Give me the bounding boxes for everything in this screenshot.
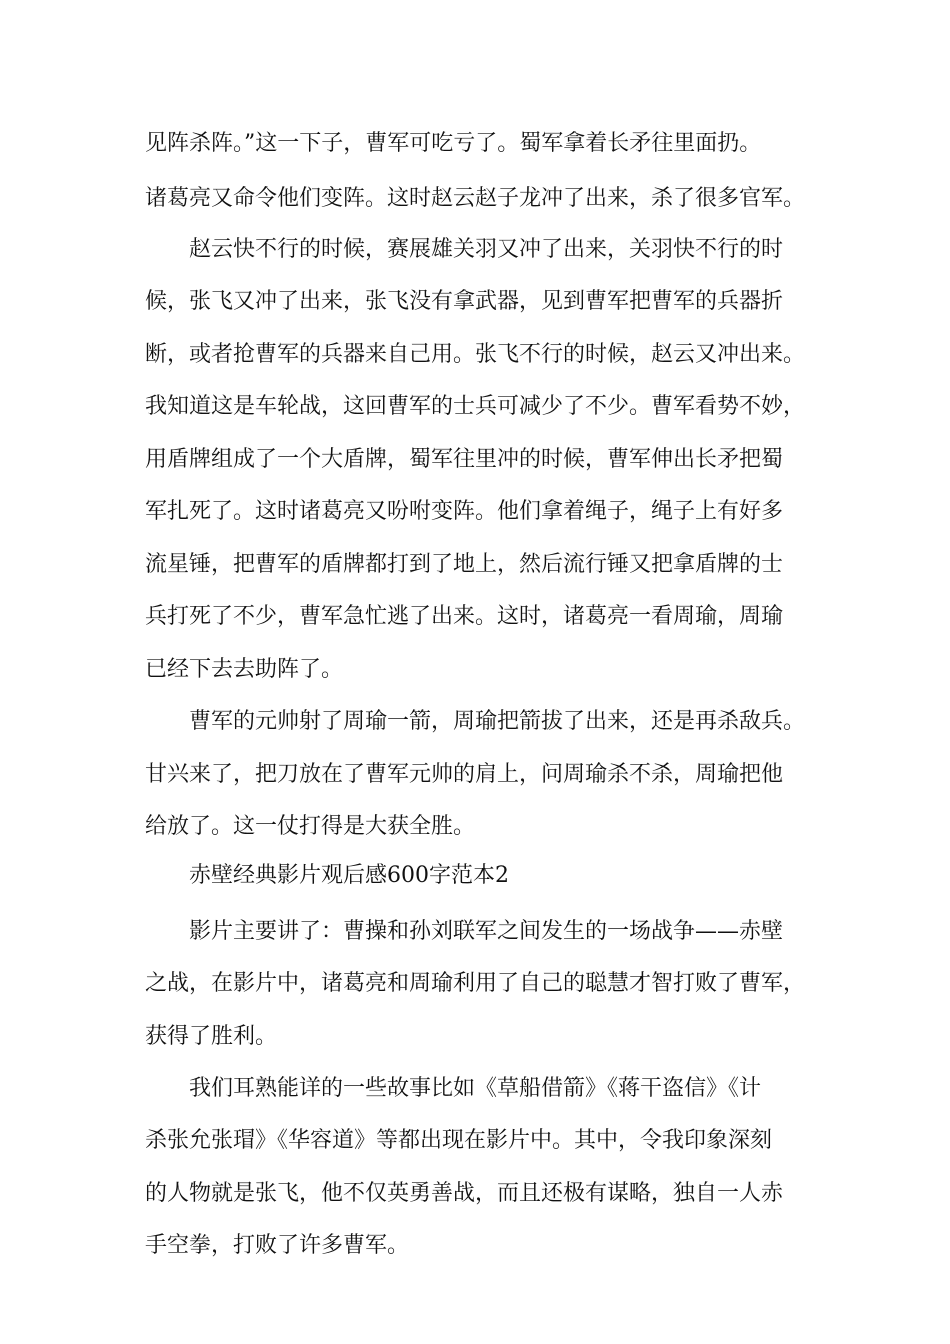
text-line: 候，张飞又冲了出来，张飞没有拿武器，见到曹军把曹军的兵器折 xyxy=(145,289,784,314)
text-line: 流星锤，把曹军的盾牌都打到了地上，然后流行锤又把拿盾牌的士 xyxy=(145,552,784,577)
text-line: 的人物就是张飞，他不仅英勇善战，而且还极有谋略，独自一人赤 xyxy=(145,1181,784,1206)
text-line: 用盾牌组成了一个大盾牌，蜀军往里冲的时候，曹军伸出长矛把蜀 xyxy=(145,447,784,472)
text-line: 杀张允张瑁》《华容道》等都出现在影片中。其中，令我印象深刻 xyxy=(145,1128,773,1153)
text-line: 我知道这是车轮战，这回曹军的士兵可减少了不少。曹军看势不妙， xyxy=(145,394,806,419)
text-line: 兵打死了不少，曹军急忙逃了出来。这时，诸葛亮一看周瑜，周瑜 xyxy=(145,604,784,629)
paragraph-first-line: 赵云快不行的时候，赛展雄关羽又冲了出来，关羽快不行的时 xyxy=(189,237,784,262)
text-line: 军扎死了。这时诸葛亮又吩咐变阵。他们拿着绳子，绳子上有好多 xyxy=(145,499,784,524)
text-line: 诸葛亮又命令他们变阵。这时赵云赵子龙冲了出来，杀了很多官军。 xyxy=(145,186,806,211)
paragraph-first-line: 我们耳熟能详的一些故事比如《草船借箭》《蒋干盗信》《计 xyxy=(189,1076,762,1101)
text-line: 见阵杀阵。”这一下子，曹军可吃亏了。蜀军拿着长矛往里面扔。 xyxy=(145,131,762,156)
text-line: 甘兴来了，把刀放在了曹军元帅的肩上，问周瑜杀不杀，周瑜把他 xyxy=(145,762,784,787)
text-line: 已经下去去助阵了。 xyxy=(145,657,344,682)
paragraph-first-line: 曹军的元帅射了周瑜一箭，周瑜把箭拔了出来，还是再杀敌兵。 xyxy=(189,709,806,734)
text-line: 之战，在影片中，诸葛亮和周瑜利用了自己的聪慧才智打败了曹军， xyxy=(145,971,806,996)
text-line: 手空拳，打败了许多曹军。 xyxy=(145,1233,410,1258)
text-line: 获得了胜利。 xyxy=(145,1024,278,1049)
section-heading: 赤壁经典影片观后感600字范本2 xyxy=(189,863,509,888)
paragraph-first-line: 影片主要讲了：曹操和孙刘联军之间发生的一场战争——赤壁 xyxy=(189,919,784,944)
text-line: 给放了。这一仗打得是大获全胜。 xyxy=(145,814,476,839)
text-line: 断，或者抢曹军的兵器来自己用。张飞不行的时候，赵云又冲出来。 xyxy=(145,342,806,367)
